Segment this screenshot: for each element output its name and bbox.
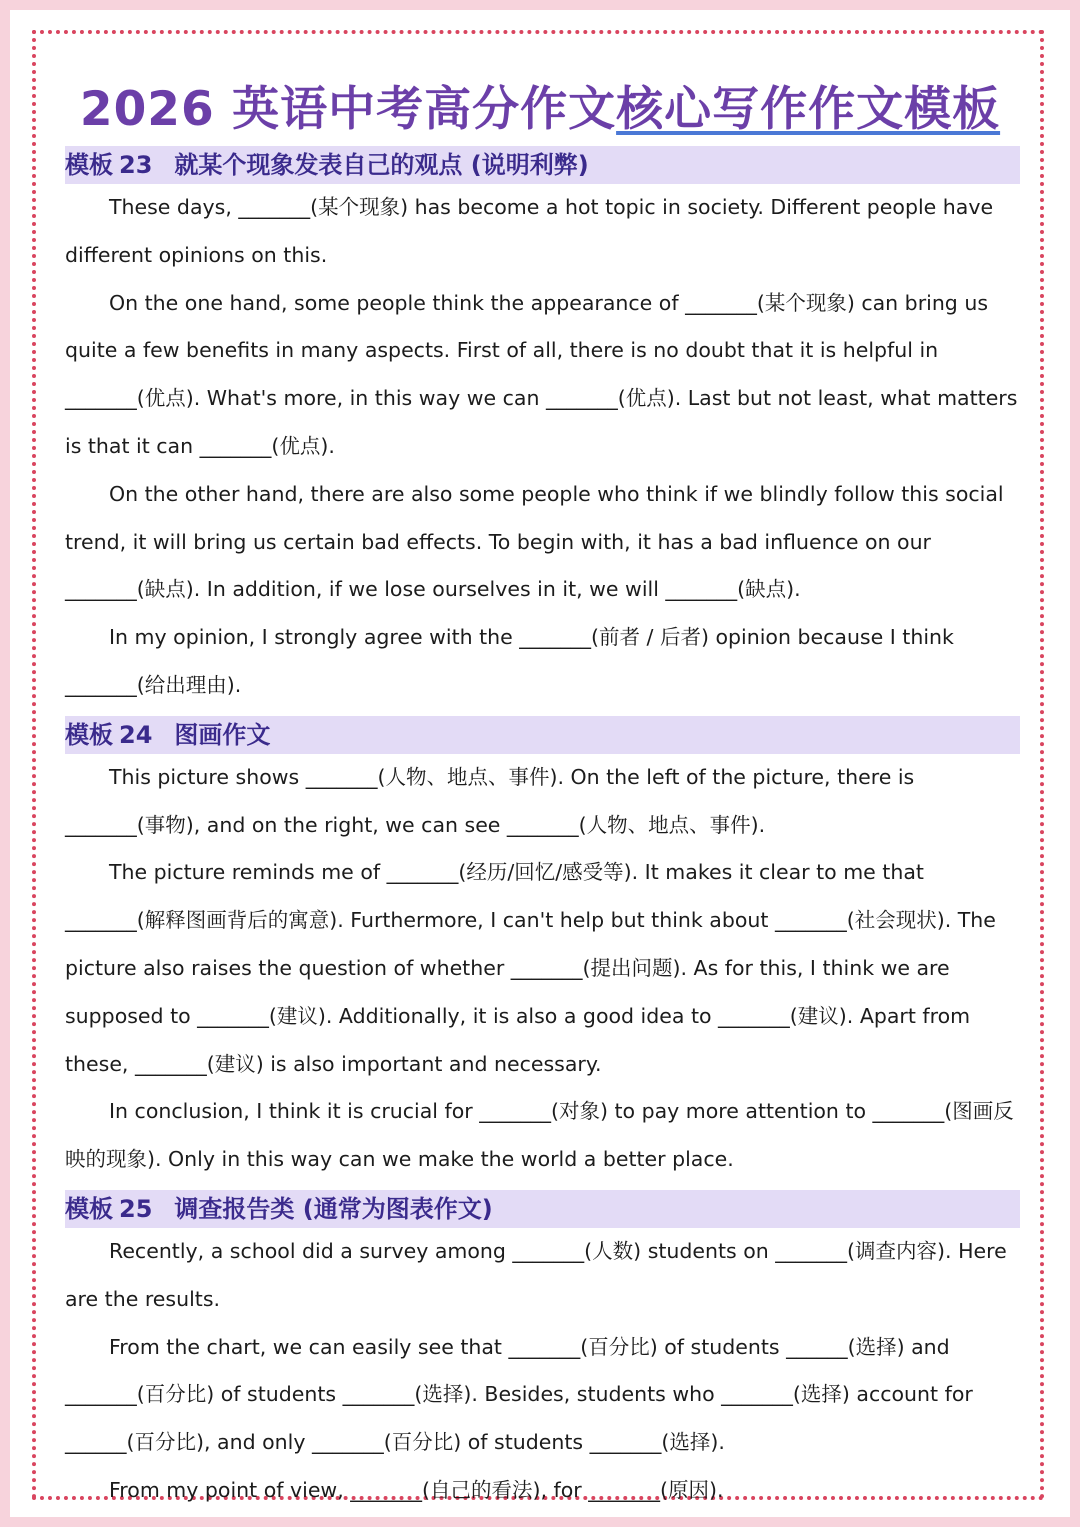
template-section-23 [65, 146, 1020, 710]
section-label: 模板 [65, 720, 113, 749]
content [65, 146, 1020, 1515]
paragraph: This picture shows _______(人物、地点、事件). On the left of the picture, there is _______(事物), and on the right, we can see _______(人物、地点、事件). [65, 764, 915, 837]
template-section-25 [65, 1190, 1020, 1515]
title-part-b: 核心写作作文模板 [616, 82, 1001, 137]
section-header [65, 146, 1020, 184]
page-title [10, 72, 1070, 139]
paragraph: In my opinion, I strongly agree with the _______(前者 / 后者) opinion because I think _______(给出理由). [65, 625, 954, 697]
section-heading: 就某个现象发表自己的观点 (说明利弊) [174, 151, 589, 179]
section-header [65, 1190, 1020, 1228]
title-part-a: 2026 英语中考高分作文 [79, 82, 617, 137]
section-number: 23 [119, 151, 153, 179]
page [10, 10, 1070, 1517]
section-label: 模板 [65, 151, 113, 179]
paragraph: On the other hand, there are also some people who think if we blindly follow this social trend, it will bring us certain bad effects. To begin with, it has a bad influence on our _______(缺点). In addition, if we lose ourselves in it, we will _______(缺点). [65, 481, 1004, 602]
paragraph: Recently, a school did a survey among _______(人数) students on _______(调查内容). Here are the results. [65, 1238, 1007, 1311]
section-heading: 调查报告类 (通常为图表作文) [174, 1194, 493, 1223]
template-section-24 [65, 716, 1020, 1184]
paragraph: From the chart, we can easily see that _______(百分比) of students ______(选择) and _______(百分比) of students _______(选择). Besides, students who _______(选择) account for ______(百分比), and only _______(百分比) of students _______(选择). [65, 1334, 973, 1455]
section-header [65, 716, 1020, 754]
section-heading: 图画作文 [174, 720, 271, 749]
paragraph: These days, _______(某个现象) has become a hot topic in society. Different people have different opinions on this. [65, 195, 994, 267]
section-number: 24 [119, 720, 153, 749]
paragraph: From my point of view, _______(自己的看法), for _______(原因). [109, 1477, 724, 1502]
section-number: 25 [119, 1194, 153, 1223]
paragraph: The picture reminds me of _______(经历/回忆/感受等). It makes it clear to me that _______(解释图画背后的寓意). Furthermore, I can't help but think about _______(社会现状). The picture also raises the question of whether _______(提出问题). As for this, I think we are supposed to _______(建议). Additionally, it is also a good idea to _______(建议). Apart from these, _______(建议) is also important and necessary. [65, 860, 996, 1076]
paragraph: In conclusion, I think it is crucial for _______(对象) to pay more attention to _______(图画反映的现象). Only in this way can we make the world a better place. [65, 1099, 1014, 1172]
section-label: 模板 [65, 1194, 113, 1223]
paragraph: On the one hand, some people think the appearance of _______(某个现象) can bring us quite a few benefits in many aspects. First of all, there is no doubt that it is helpful in _______(优点). What's more, in this way we can _______(优点). Last but not least, what matters is that it can _______(优点). [65, 290, 1018, 458]
